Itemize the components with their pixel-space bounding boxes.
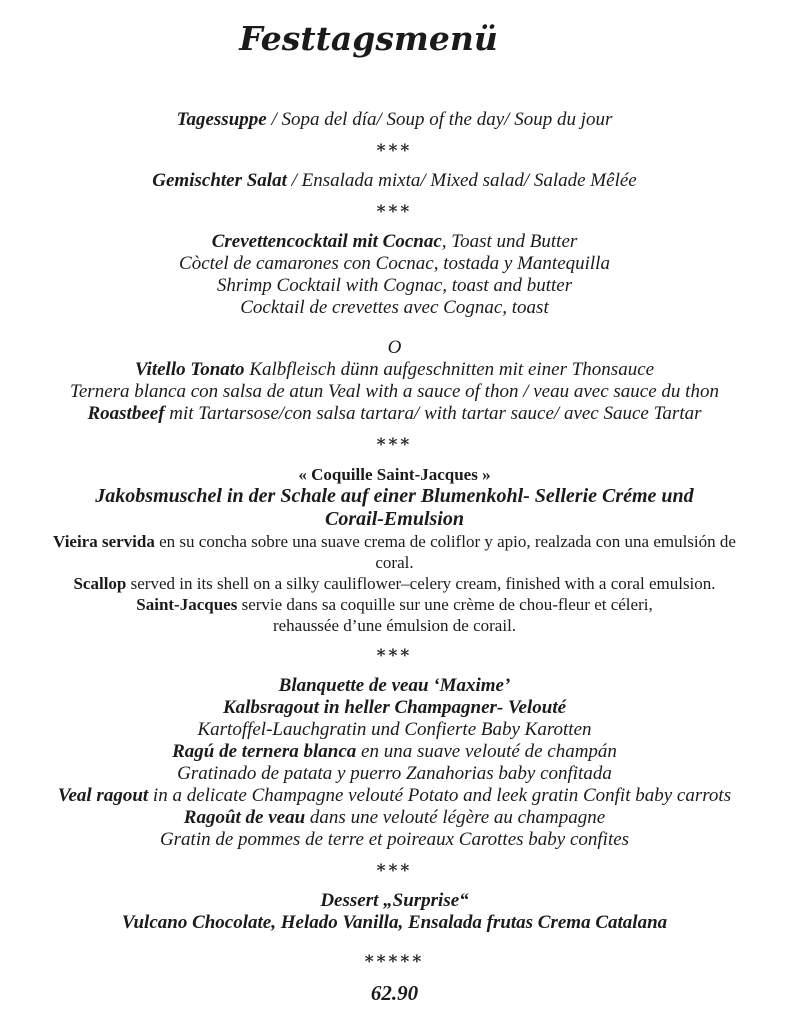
menu-text-segment: Gratin de pommes de terre et poireaux Carottes baby confites (159, 829, 630, 851)
dish-blanquette-fr-2 (30, 829, 759, 851)
dish-crevettencocktail-fr (30, 297, 759, 319)
menu-text-segment: Ternera blanca con salsa de atun Veal with a sauce of thon / veau avec sauce du thon (70, 381, 719, 403)
menu-text-segment: Gemischter Salat (152, 170, 287, 192)
dish-dessert-detail (30, 912, 759, 934)
course-separator: *** (376, 861, 413, 882)
dish-coquille-de-1 (30, 485, 759, 508)
dish-crevettencocktail-en (30, 275, 759, 297)
dish-dessert-title (30, 890, 759, 912)
dish-coquille-de-2 (30, 508, 759, 531)
menu-price (30, 981, 759, 1006)
menu-text-segment: / Sopa del día/ Soup of the day/ Soup du jour (266, 109, 613, 131)
menu-text-segment: en una suave velouté de champán (356, 741, 617, 763)
dish-coquille-title (30, 464, 759, 485)
dish-coquille-es-2 (30, 552, 759, 573)
dish-coquille-fr-1 (30, 594, 759, 615)
course-separator: *** (376, 202, 413, 223)
dish-blanquette-en (30, 785, 759, 807)
menu-text-segment: O (387, 337, 402, 359)
menu-text-segment: Crevettencocktail mit Cocnac (211, 231, 442, 253)
dish-vitello-tonato-de (30, 359, 759, 381)
menu-text-segment: / Ensalada mixta/ Mixed salad/ Salade Mêlée (286, 170, 637, 192)
menu-title: Festtagsmenü (239, 19, 498, 58)
menu-text-segment: 62.90 (370, 981, 419, 1006)
dish-coquille-en (30, 573, 759, 594)
dish-blanquette-title (30, 675, 759, 697)
dish-coquille-es-1 (30, 531, 759, 552)
dish-blanquette-fr-1 (30, 807, 759, 829)
course-separator: *** (376, 646, 413, 667)
dish-blanquette-de-1 (30, 697, 759, 719)
dish-roastbeef (30, 403, 759, 425)
menu-text-segment: Corail-Emulsion (325, 508, 464, 531)
or-separator (30, 337, 759, 359)
dish-tagessuppe (30, 109, 759, 131)
menu-text-segment: Kartoffel-Lauchgratin und Confierte Baby Karotten (197, 719, 592, 741)
dish-coquille-fr-2 (30, 615, 759, 636)
menu-text-segment: Cocktail de crevettes avec Cognac, toast (240, 297, 549, 319)
menu-text-segment: in a delicate Champagne velouté Potato and leek gratin Confit baby carrots (148, 785, 732, 807)
menu-text-segment: Ragú de ternera blanca (172, 741, 357, 763)
menu-text-segment: Shrimp Cocktail with Cognac, toast and butter (216, 275, 573, 297)
menu-text-segment: dans une velouté légère au champagne (305, 807, 606, 829)
menu-text-segment: en su concha sobre una suave crema de coliflor y apio, realzada con una emulsión de (154, 532, 736, 552)
dish-blanquette-es-2 (30, 763, 759, 785)
menu-text-segment: Scallop (73, 574, 127, 594)
dish-vitello-tonato-es-en-fr (30, 381, 759, 403)
course-separator: *** (376, 141, 413, 162)
dish-crevettencocktail-de (30, 231, 759, 253)
menu-text-segment: Dessert „Surprise“ (320, 890, 469, 912)
menu-text-segment: Vieira servida (53, 532, 155, 552)
menu-text-segment: Vitello Tonato (134, 359, 245, 381)
menu-text-segment: Kalbsragout in heller Champagner- Velouté (222, 697, 567, 719)
menu-body (30, 109, 759, 1006)
dish-crevettencocktail-es (30, 253, 759, 275)
menu-text-segment: Gratinado de patata y puerro Zanahorias baby confitada (177, 763, 612, 785)
menu-text-segment: , Toast und Butter (441, 231, 578, 253)
dish-gemischter-salat (30, 170, 759, 192)
menu-text-segment: Saint-Jacques (136, 595, 238, 615)
dish-blanquette-es-1 (30, 741, 759, 763)
menu-text-segment: « Coquille Saint-Jacques » (298, 465, 491, 485)
course-separator: *** (376, 435, 413, 456)
menu-text-segment: Blanquette de veau ‘Maxime’ (278, 675, 511, 697)
menu-text-segment: Roastbeef (87, 403, 165, 425)
menu-text-segment: Kalbfleisch dünn aufgeschnitten mit einer Thonsauce (244, 359, 655, 381)
menu-text-segment: served in its shell on a silky cauliflower–celery cream, finished with a coral emulsion. (126, 574, 716, 594)
menu-text-segment: Tagessuppe (176, 109, 267, 131)
menu-text-segment: mit Tartarsose/con salsa tartara/ with tartar sauce/ avec Sauce Tartar (164, 403, 702, 425)
menu-text-segment: Jakobsmuschel in der Schale auf einer Blumenkohl- Sellerie Créme und (95, 485, 694, 508)
menu-text-segment: Veal ragout (57, 785, 149, 807)
menu-text-segment: coral. (375, 553, 414, 573)
menu-text-segment: Còctel de camarones con Cocnac, tostada y Mantequilla (179, 253, 610, 275)
end-separator: ***** (364, 952, 425, 973)
menu-text-segment: servie dans sa coquille sur une crème de chou-fleur et céleri, (237, 595, 653, 615)
menu-text-segment: rehaussée d’une émulsion de corail. (272, 616, 517, 636)
dish-blanquette-de-2 (30, 719, 759, 741)
menu-text-segment: Vulcano Chocolate, Helado Vanilla, Ensalada frutas Crema Catalana (121, 912, 668, 934)
menu-text-segment: Ragoût de veau (183, 807, 306, 829)
